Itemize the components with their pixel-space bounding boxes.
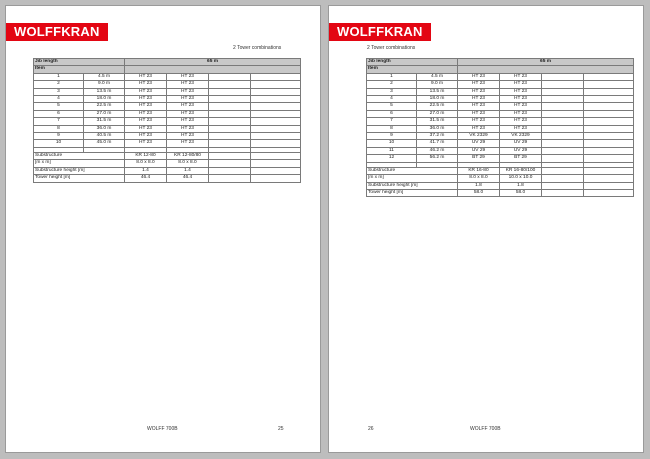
tower-height-value-b: 58.0 — [500, 189, 542, 196]
tower-height: 18.0 m — [84, 96, 125, 103]
section-a: HT 23 — [125, 133, 167, 140]
empty-cell — [251, 152, 301, 159]
tower-height: 31.5 m — [84, 118, 125, 125]
empty-cell — [542, 155, 584, 162]
section-a: HT 23 — [458, 118, 500, 125]
jib-length-value: 65 m — [458, 59, 634, 66]
item-number: 10 — [367, 140, 417, 147]
substructure-value-b: KR 16-80/100 — [500, 167, 542, 174]
section-a: HT 23 — [125, 73, 167, 80]
table-body — [367, 59, 634, 197]
section-b: BT 29 — [500, 155, 542, 162]
item-number: 4 — [34, 96, 84, 103]
empty-cell — [209, 160, 251, 167]
section-a: HT 23 — [125, 118, 167, 125]
item-header: Item — [34, 66, 125, 73]
tower-height-value-a: 46.4 — [125, 175, 167, 182]
table-row — [34, 110, 301, 117]
empty-cell — [584, 81, 634, 88]
table-row — [34, 88, 301, 95]
empty-cell — [251, 96, 301, 103]
substructure-row — [34, 152, 301, 159]
tower-height: 31.5 m — [417, 118, 458, 125]
empty-cell — [542, 147, 584, 154]
table-row — [367, 140, 634, 147]
page-number: 26 — [368, 426, 374, 432]
empty-cell — [251, 118, 301, 125]
item-number: 9 — [34, 133, 84, 140]
item-number: 6 — [367, 110, 417, 117]
section-b: HT 23 — [500, 103, 542, 110]
empty-cell — [542, 182, 584, 189]
footer-model: WOLFF 700B — [147, 426, 178, 432]
dims-label: [m x m] — [367, 175, 458, 182]
section-a: VK 2329 — [458, 133, 500, 140]
item-header-row — [367, 66, 634, 73]
substructure-value-a: KR 16-80 — [458, 167, 500, 174]
empty-cell — [251, 160, 301, 167]
item-number: 5 — [34, 103, 84, 110]
empty-cell — [584, 189, 634, 196]
section-b: HT 23 — [500, 125, 542, 132]
item-number: 9 — [367, 133, 417, 140]
empty-cell — [584, 182, 634, 189]
item-number: 3 — [367, 88, 417, 95]
page-number: 25 — [278, 426, 284, 432]
dims-row — [367, 175, 634, 182]
empty-cell — [209, 88, 251, 95]
section-b: UV 29 — [500, 147, 542, 154]
sub-height-label: Substructure height [m] — [367, 182, 458, 189]
tower-height-value-a: 58.0 — [458, 189, 500, 196]
section-a: HT 23 — [458, 81, 500, 88]
empty-cell — [542, 81, 584, 88]
item-number: 7 — [367, 118, 417, 125]
dims-value-b: 10.0 x 10.0 — [500, 175, 542, 182]
empty-cell — [584, 133, 634, 140]
table-row — [367, 110, 634, 117]
section-a: HT 23 — [125, 81, 167, 88]
tower-height-row — [34, 175, 301, 182]
tower-height: 4.5 m — [417, 73, 458, 80]
empty-cell — [542, 189, 584, 196]
empty-cell — [542, 118, 584, 125]
sub-height-row — [34, 167, 301, 174]
table-row — [367, 88, 634, 95]
item-number: 7 — [34, 118, 84, 125]
empty-cell — [542, 88, 584, 95]
table-row — [367, 73, 634, 80]
empty-cell — [251, 125, 301, 132]
empty-cell — [542, 140, 584, 147]
substructure-value-b: KR 12-80/80 — [167, 152, 209, 159]
section-b: HT 23 — [167, 81, 209, 88]
table-row — [367, 155, 634, 162]
dims-value-a: 8.0 x 8.0 — [125, 160, 167, 167]
section-a: HT 23 — [125, 88, 167, 95]
table-row — [34, 125, 301, 132]
page-left — [5, 5, 321, 453]
tower-height: 41.7 m — [417, 140, 458, 147]
section-b: HT 23 — [500, 88, 542, 95]
tower-height: 18.0 m — [417, 96, 458, 103]
section-a: HT 23 — [458, 88, 500, 95]
tower-combination-table — [366, 58, 634, 197]
tower-height: 9.0 m — [84, 81, 125, 88]
empty-cell — [251, 73, 301, 80]
tower-height: 22.5 m — [84, 103, 125, 110]
item-number: 11 — [367, 147, 417, 154]
empty-cell — [209, 133, 251, 140]
empty-cell — [251, 140, 301, 147]
sub-height-value-b: 1.8 — [500, 182, 542, 189]
substructure-label: Substructure — [34, 152, 125, 159]
substructure-value-a: KR 12-80 — [125, 152, 167, 159]
item-number: 10 — [34, 140, 84, 147]
tower-height: 36.0 m — [84, 125, 125, 132]
section-a: BT 29 — [458, 155, 500, 162]
empty-cell — [584, 167, 634, 174]
section-a: HT 23 — [125, 103, 167, 110]
empty-cell — [209, 175, 251, 182]
section-a: HT 23 — [125, 110, 167, 117]
tower-height: 56.2 m — [417, 155, 458, 162]
table-row — [34, 96, 301, 103]
table-row — [367, 147, 634, 154]
empty-cell — [584, 140, 634, 147]
table-row — [367, 118, 634, 125]
table-row — [367, 81, 634, 88]
section-b: HT 23 — [167, 140, 209, 147]
jib-length-header: Jib length — [367, 59, 458, 66]
item-number: 8 — [34, 125, 84, 132]
dims-row — [34, 160, 301, 167]
sub-height-row — [367, 182, 634, 189]
jib-length-value: 65 m — [125, 59, 301, 66]
empty-cell — [209, 167, 251, 174]
empty-cell — [251, 175, 301, 182]
table-row — [34, 73, 301, 80]
tower-height: 40.5 m — [84, 133, 125, 140]
table-row — [34, 133, 301, 140]
header-row — [34, 59, 301, 66]
section-b: HT 23 — [167, 133, 209, 140]
section-a: HT 23 — [458, 73, 500, 80]
table-row — [367, 125, 634, 132]
item-header-row — [34, 66, 301, 73]
dims-label: [m x m] — [34, 160, 125, 167]
section-b: HT 23 — [167, 73, 209, 80]
empty-cell — [542, 125, 584, 132]
footer-model: WOLFF 700B — [470, 426, 501, 432]
sub-height-value-a: 1.8 — [458, 182, 500, 189]
empty-cell — [209, 81, 251, 88]
empty-cell — [251, 167, 301, 174]
table-row — [34, 81, 301, 88]
section-b: HT 23 — [500, 118, 542, 125]
item-header-fill — [458, 66, 634, 73]
empty-cell — [542, 167, 584, 174]
tower-height-label: Tower height [m] — [34, 175, 125, 182]
substructure-label: Substructure — [367, 167, 458, 174]
wolffkran-logo: WOLFFKRAN — [329, 23, 431, 41]
item-header: Item — [367, 66, 458, 73]
empty-cell — [209, 140, 251, 147]
section-a: HT 23 — [125, 140, 167, 147]
section-a: HT 23 — [458, 110, 500, 117]
substructure-row — [367, 167, 634, 174]
section-a: HT 23 — [125, 96, 167, 103]
section-b: HT 23 — [167, 88, 209, 95]
table-row — [34, 103, 301, 110]
item-number: 12 — [367, 155, 417, 162]
item-number: 3 — [34, 88, 84, 95]
empty-cell — [209, 118, 251, 125]
table-row — [367, 96, 634, 103]
tower-height: 4.5 m — [84, 73, 125, 80]
empty-cell — [251, 88, 301, 95]
dims-value-a: 8.0 x 8.0 — [458, 175, 500, 182]
empty-cell — [542, 96, 584, 103]
dims-value-b: 8.0 x 8.0 — [167, 160, 209, 167]
sub-height-label: Substructure height [m] — [34, 167, 125, 174]
section-b: HT 23 — [500, 81, 542, 88]
item-header-fill — [125, 66, 301, 73]
empty-cell — [542, 175, 584, 182]
section-b: HT 23 — [500, 96, 542, 103]
section-subtitle: 2 Tower combinations — [367, 45, 416, 51]
empty-cell — [584, 118, 634, 125]
empty-cell — [209, 152, 251, 159]
tower-height: 27.0 m — [84, 110, 125, 117]
empty-cell — [584, 88, 634, 95]
item-number: 2 — [367, 81, 417, 88]
tower-combination-table — [33, 58, 301, 183]
item-number: 2 — [34, 81, 84, 88]
empty-cell — [542, 103, 584, 110]
tower-height: 37.2 m — [417, 133, 458, 140]
table-row — [367, 103, 634, 110]
section-b: HT 23 — [167, 96, 209, 103]
section-b: HT 23 — [500, 110, 542, 117]
section-b: HT 23 — [500, 73, 542, 80]
tower-height: 45.0 m — [84, 140, 125, 147]
tower-height: 46.2 m — [417, 147, 458, 154]
empty-cell — [251, 110, 301, 117]
item-number: 4 — [367, 96, 417, 103]
section-b: HT 23 — [167, 103, 209, 110]
section-b: HT 23 — [167, 125, 209, 132]
header-row — [367, 59, 634, 66]
section-a: UV 29 — [458, 140, 500, 147]
empty-cell — [584, 147, 634, 154]
empty-cell — [209, 110, 251, 117]
page-right — [328, 5, 644, 453]
tower-height: 9.0 m — [417, 81, 458, 88]
empty-cell — [584, 73, 634, 80]
tower-height: 36.0 m — [417, 125, 458, 132]
item-number: 8 — [367, 125, 417, 132]
tower-height-label: Tower height [m] — [367, 189, 458, 196]
item-number: 1 — [34, 73, 84, 80]
section-a: HT 23 — [458, 103, 500, 110]
empty-cell — [209, 96, 251, 103]
section-b: UV 29 — [500, 140, 542, 147]
empty-cell — [209, 103, 251, 110]
empty-cell — [251, 103, 301, 110]
wolffkran-logo: WOLFFKRAN — [6, 23, 108, 41]
empty-cell — [584, 96, 634, 103]
jib-length-header: Jib length — [34, 59, 125, 66]
section-a: HT 23 — [125, 125, 167, 132]
section-b: HT 23 — [167, 118, 209, 125]
item-number: 5 — [367, 103, 417, 110]
tower-height: 22.5 m — [417, 103, 458, 110]
empty-cell — [209, 73, 251, 80]
sub-height-value-b: 1.4 — [167, 167, 209, 174]
empty-cell — [584, 125, 634, 132]
empty-cell — [584, 110, 634, 117]
section-b: HT 23 — [167, 110, 209, 117]
table-row — [367, 133, 634, 140]
section-a: UV 29 — [458, 147, 500, 154]
empty-cell — [209, 125, 251, 132]
empty-cell — [542, 73, 584, 80]
empty-cell — [542, 110, 584, 117]
section-a: HT 23 — [458, 96, 500, 103]
item-number: 1 — [367, 73, 417, 80]
empty-cell — [584, 175, 634, 182]
table-body — [34, 59, 301, 183]
tower-height: 13.5 m — [84, 88, 125, 95]
tower-height: 13.5 m — [417, 88, 458, 95]
empty-cell — [542, 133, 584, 140]
table-row — [34, 140, 301, 147]
tower-height: 27.0 m — [417, 110, 458, 117]
tower-height-value-b: 46.4 — [167, 175, 209, 182]
section-b: VK 2329 — [500, 133, 542, 140]
tower-height-row — [367, 189, 634, 196]
section-subtitle: 2 Tower combinations — [233, 45, 282, 51]
item-number: 6 — [34, 110, 84, 117]
empty-cell — [584, 103, 634, 110]
empty-cell — [584, 155, 634, 162]
empty-cell — [251, 133, 301, 140]
section-a: HT 23 — [458, 125, 500, 132]
sub-height-value-a: 1.4 — [125, 167, 167, 174]
empty-cell — [251, 81, 301, 88]
table-row — [34, 118, 301, 125]
